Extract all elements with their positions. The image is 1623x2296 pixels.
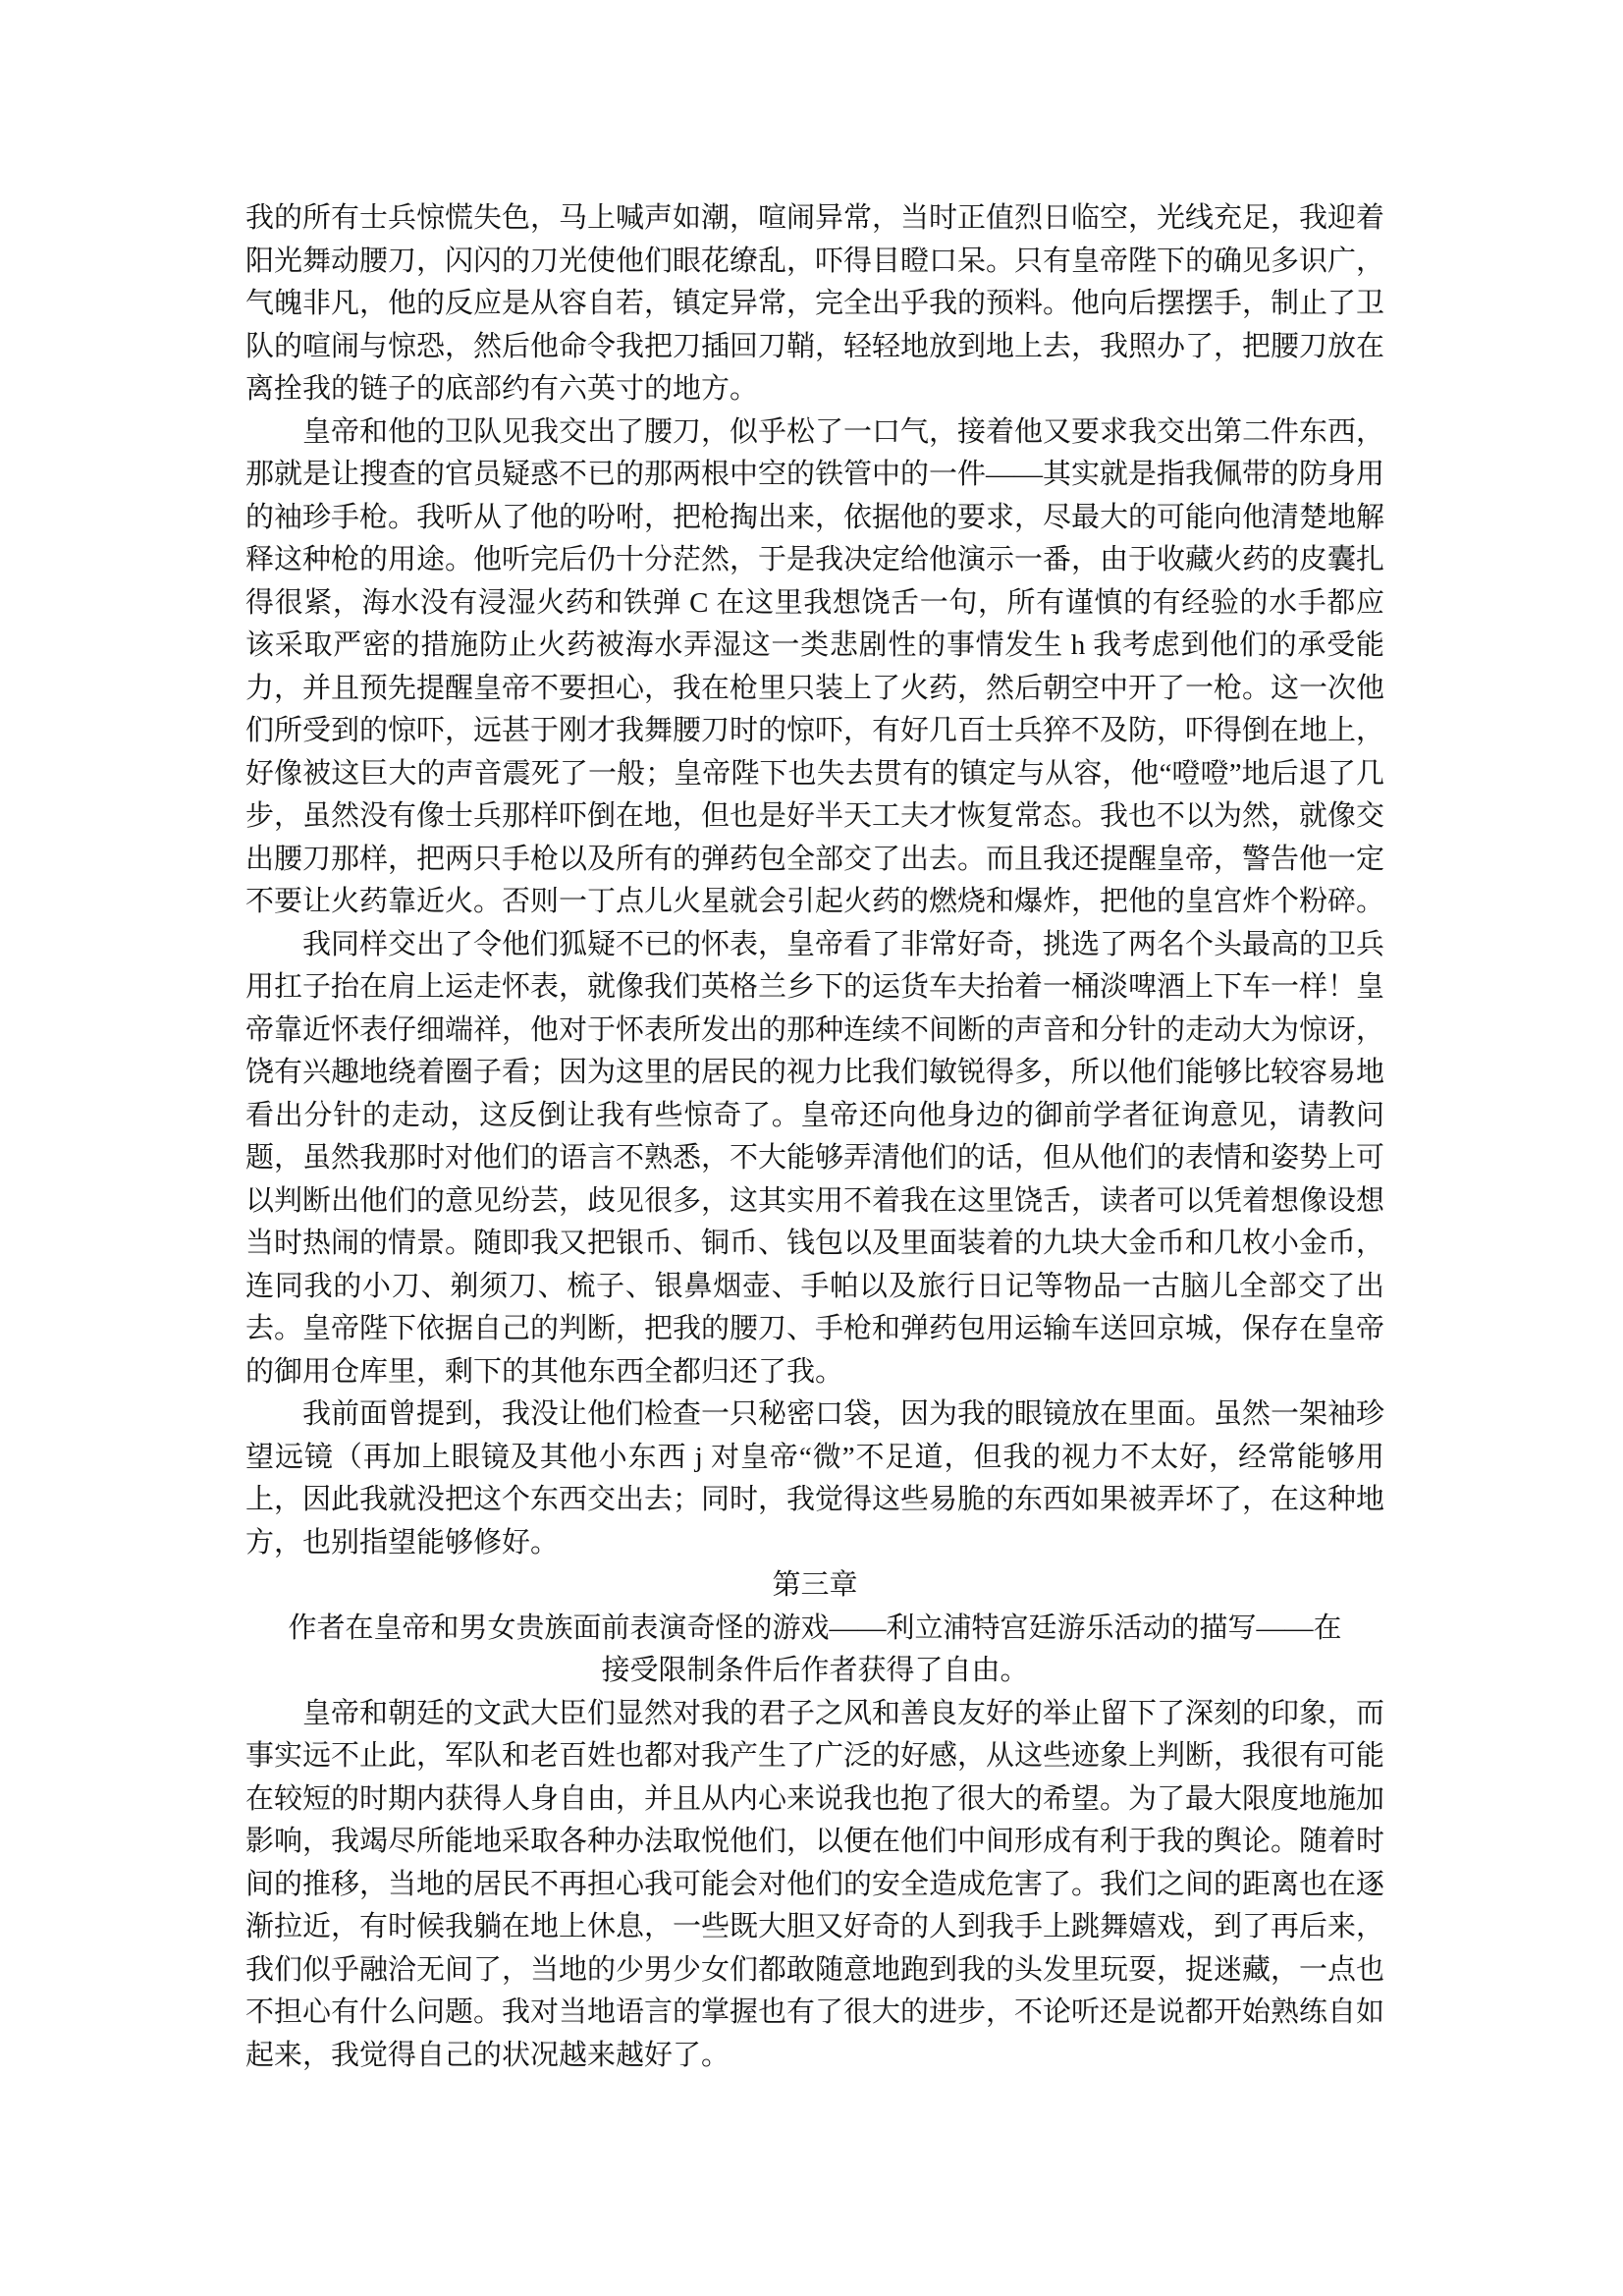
paragraph-continuation: 我的所有士兵惊慌失色，马上喊声如潮，喧闹异常，当时正值烈日临空，光线充足，我迎着阳光舞动腰刀，闪闪的刀光使他们眼花缭乱，吓得目瞪口呆。只有皇帝陛下的确见多识广，气魄非凡，他的反应是从容自若，镇定异常，完全出乎我的预料。他向后摆摆手，制止了卫队的喧闹与惊恐，然后他命令我把刀插回刀鞘，轻轻地放到地上去，我照办了，把腰刀放在离拴我的链子的底部约有六英寸的地方。 [245, 202, 1385, 405]
chapter-subtitle-line-1: 作者在皇帝和男女贵族面前表演奇怪的游戏——利立浦特宫廷游乐活动的描写——在 [288, 1612, 1342, 1644]
paragraph-secret-pocket: 我前面曾提到，我没让他们检查一只秘密口袋，因为我的眼镜放在里面。虽然一架袖珍望远镜（再加上眼镜及其他小东西 j 对皇帝“微”不足道，但我的视力不太好，经常能够用上，因此我就没把这个东西交出去；同时，我觉得这些易脆的东西如果被弄坏了，在这种地方，也别指望能够修好。 [245, 1398, 1385, 1558]
paragraph-pocket-watch: 我同样交出了令他们狐疑不已的怀表，皇帝看了非常好奇，挑选了两名个头最高的卫兵用扛子抬在肩上运走怀表，就像我们英格兰乡下的运货车夫抬着一桶淡啤酒上下车一样！皇帝靠近怀表仔细端祥，他对于怀表所发出的那种连续不间断的声音和分针的走动大为惊讶，饶有兴趣地绕着圈子看；因为这里的居民的视力比我们敏锐得多，所以他们能够比较容易地看出分针的走动，这反倒让我有些惊奇了。皇帝还向他身边的御前学者征询意见，请教问题，虽然我那时对他们的语言不熟悉，不大能够弄清他们的话，但从他们的表情和姿势上可以判断出他们的意见纷芸，歧见很多，这其实用不着我在这里饶舌，读者可以凭着想像设想当时热闹的情景。随即我又把银币、铜币、钱包以及里面装着的九块大金币和几枚小金币，连同我的小刀、剃须刀、梳子、银鼻烟壶、手帕以及旅行日记等物品一古脑儿全部交了出去。皇帝陛下依据自己的判断，把我的腰刀、手枪和弹药包用运输车送回京城，保存在皇帝的御用仓库里，剩下的其他东西全都归还了我。 [245, 928, 1385, 1388]
text-block [245, 197, 1384, 2077]
paragraph-gaining-favor: 皇帝和朝廷的文武大臣们显然对我的君子之风和善良友好的举止留下了深刻的印象，而事实远不止此，军队和老百姓也都对我产生了广泛的好感，从这些迹象上判断，我很有可能在较短的时期内获得人身自由，并且从内心来说我也抱了很大的希望。为了最大限度地施加影响，我竭尽所能地采取各种办法取悦他们，以便在他们中间形成有利于我的舆论。随着时间的推移，当地的居民不再担心我可能会对他们的安全造成危害了。我们之间的距离也在逐渐拉近，有时候我躺在地上休息，一些既大胆又好奇的人到我手上跳舞嬉戏，到了再后来，我们似乎融洽无间了，当地的少男少女们都敢随意地跑到我的头发里玩耍，捉迷藏，一点也不担心有什么问题。我对当地语言的掌握也有了很大的进步，不论听还是说都开始熟练自如起来，我觉得自己的状况越来越好了。 [245, 1697, 1385, 2071]
paragraph-handing-over-pistols: 皇帝和他的卫队见我交出了腰刀，似乎松了一口气，接着他又要求我交出第二件东西，那就是让搜查的官员疑惑不已的那两根中空的铁管中的一件——其实就是指我佩带的防身用的袖珍手枪。我听从了他的吩咐，把枪掏出来，依据他的要求，尽最大的可能向他清楚地解释这种枪的用途。他听完后仍十分茫然，于是我决定给他演示一番，由于收藏火药的皮囊扎得很紧，海水没有浸湿火药和铁弹 C 在这里我想饶舌一句，所有谨慎的有经验的水手都应该采取严密的措施防止火药被海水弄湿这一类悲剧性的事情发生 h 我考虑到他们的承受能力，并且预先提醒皇帝不要担心，我在枪里只装上了火药，然后朝空中开了一枪。这一次他们所受到的惊吓，远甚于刚才我舞腰刀时的惊吓，有好几百士兵猝不及防，吓得倒在地上，好像被这巨大的声音震死了一般；皇帝陛下也失去贯有的镇定与从容，他“噔噔”地后退了几步，虽然没有像士兵那样吓倒在地，但也是好半天工夫才恢复常态。我也不以为然，就像交出腰刀那样，把两只手枪以及所有的弹药包全部交了出去。而且我还提醒皇帝，警告他一定不要让火药靠近火。否则一丁点儿火星就会引起火药的燃烧和爆炸，把他的皇宫炸个粉碎。 [245, 415, 1385, 917]
chapter-heading: 第三章 [772, 1569, 858, 1601]
chapter-subtitle-line-2: 接受限制条件后作者获得了自由。 [601, 1655, 1029, 1686]
